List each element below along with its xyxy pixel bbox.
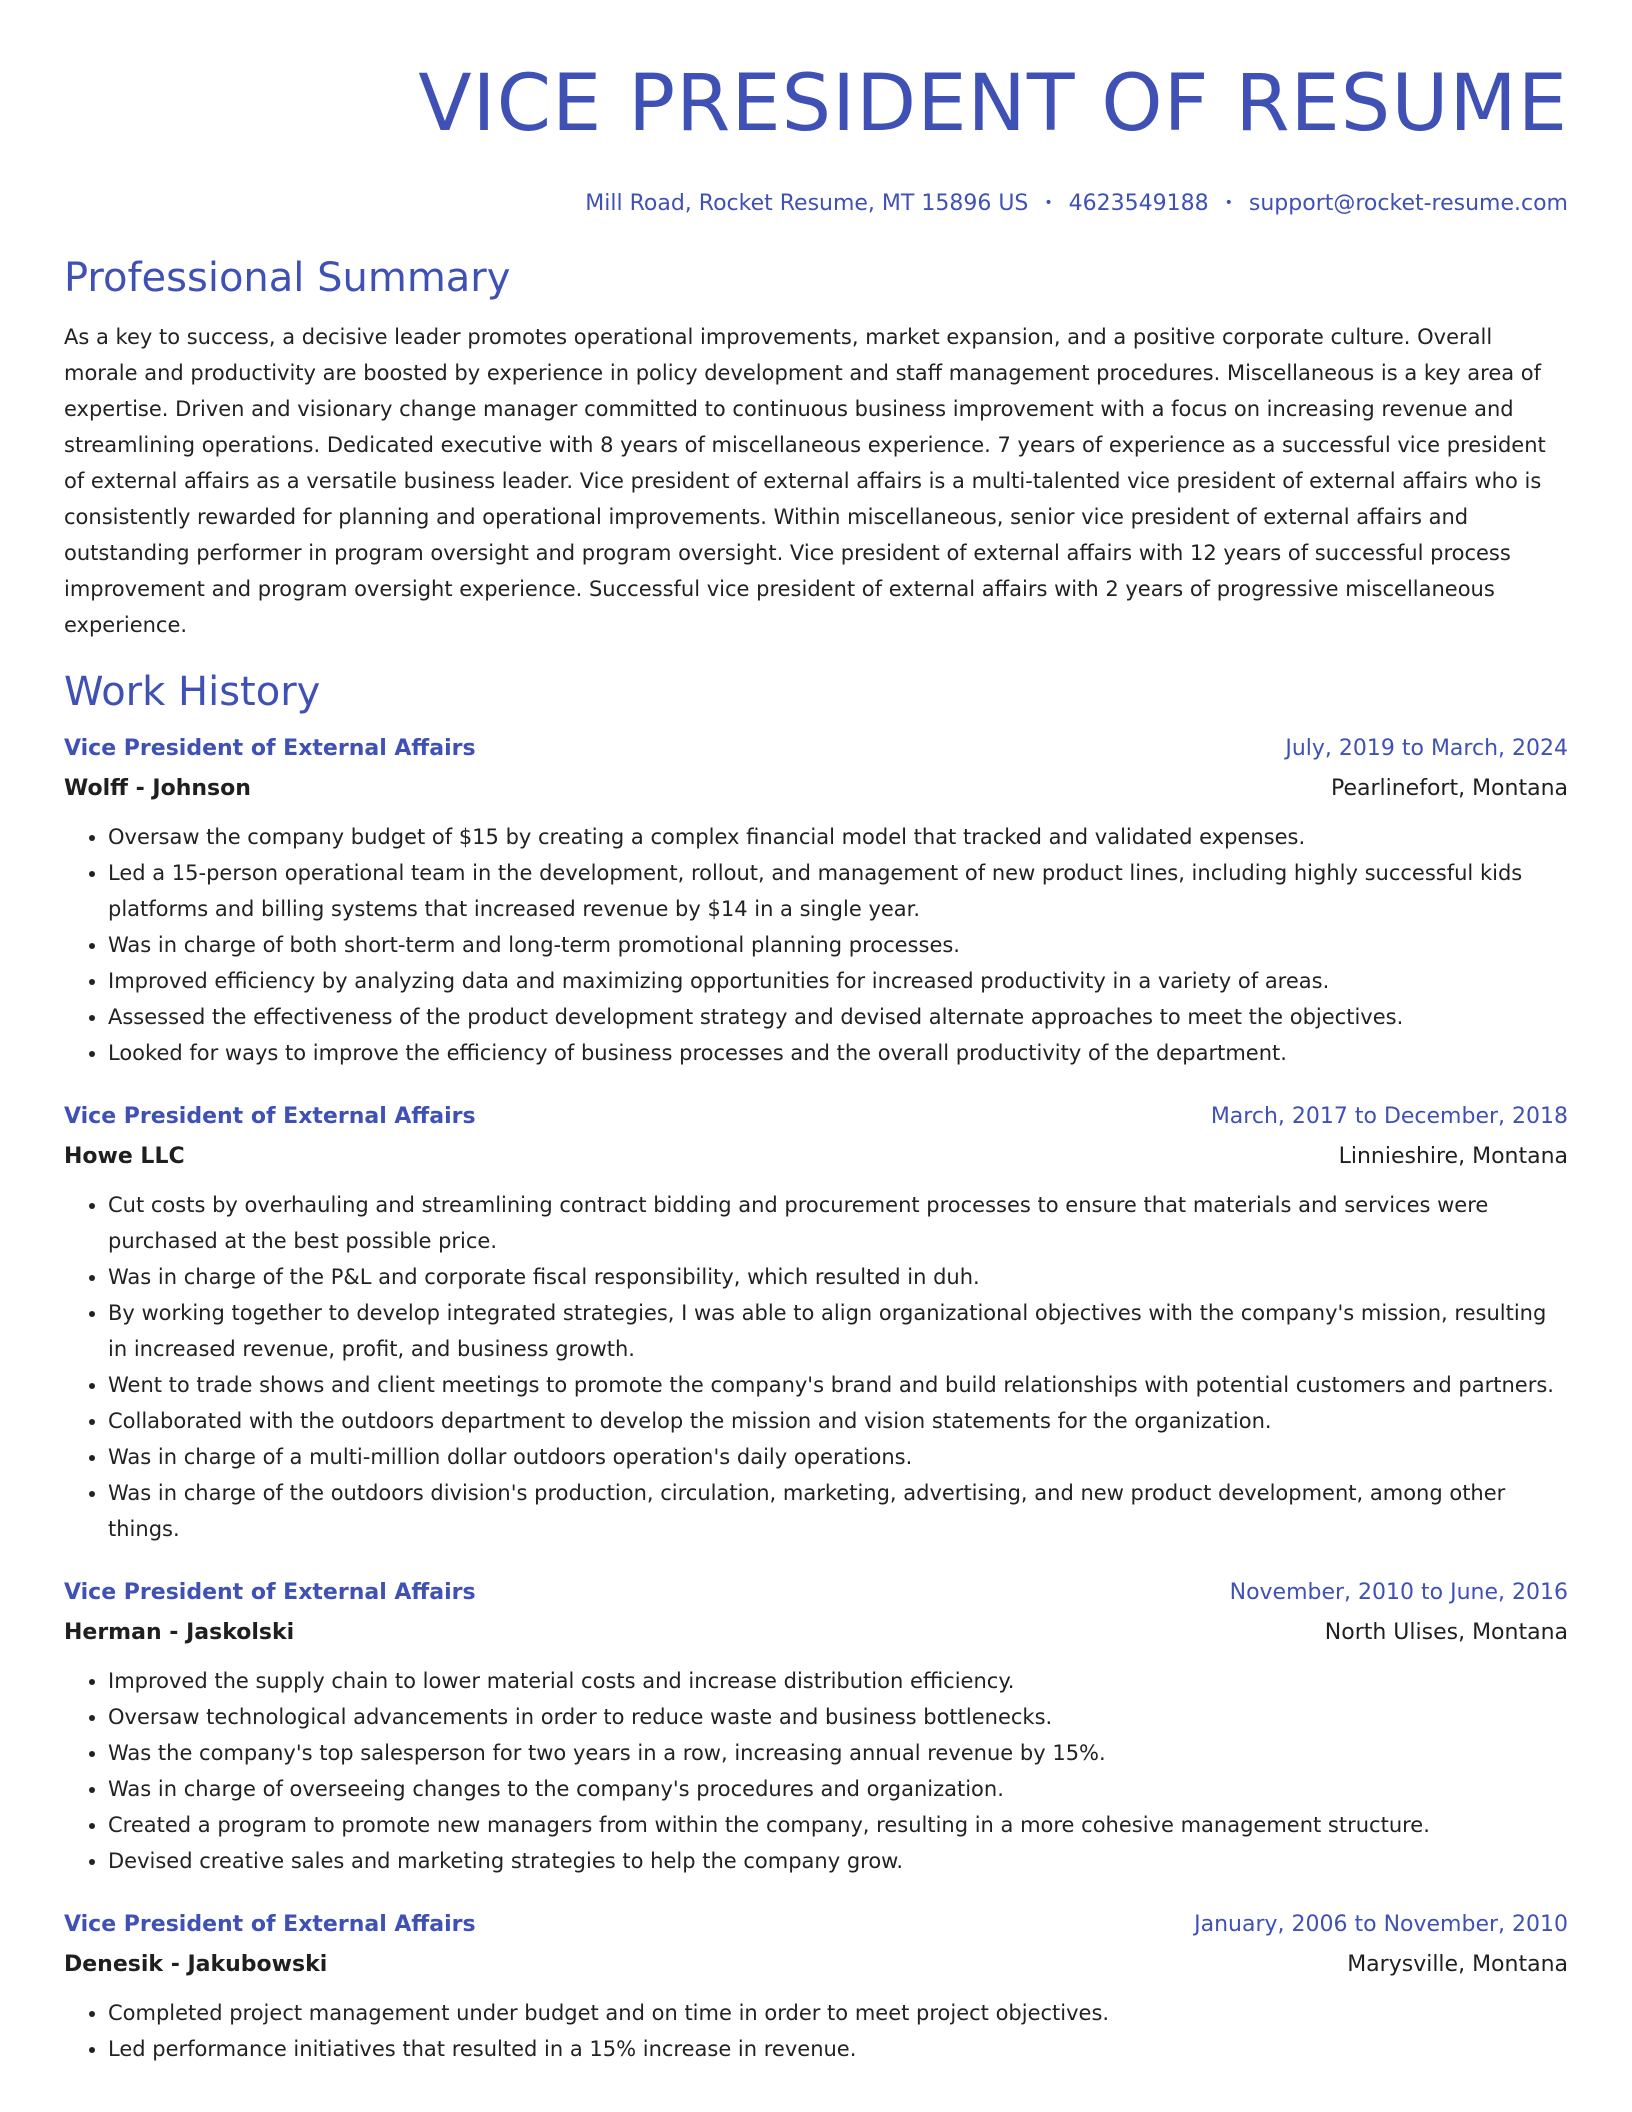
job-entry <box>64 729 1568 1071</box>
job-bullets <box>64 1663 1568 1879</box>
separator-dot: • <box>1224 195 1233 211</box>
job-title: Vice President of External Affairs <box>64 736 476 761</box>
job-entry <box>64 1905 1568 2067</box>
job-bullet: • Oversaw technological advancements in order to reduce waste and business bottlenecks. <box>108 1699 1568 1735</box>
phone: 4623549188 <box>1068 191 1209 216</box>
job-location: Pearlinefort, Montana <box>1330 776 1568 801</box>
resume-name: VICE PRESIDENT OF RESUME <box>418 59 1568 149</box>
job-title: Vice President of External Affairs <box>64 1912 476 1937</box>
job-bullet: • Was the company's top salesperson for two years in a row, increasing annual revenue by 15%. <box>108 1735 1568 1771</box>
job-bullet: • Assessed the effectiveness of the product development strategy and devised alternate approaches to meet the objectives. <box>108 999 1568 1035</box>
job-title: Vice President of External Affairs <box>64 1580 476 1605</box>
job-bullet: • By working together to develop integrated strategies, I was able to align organizational objectives with the company's mission, resulting in increased revenue, profit, and business growth. <box>108 1295 1568 1367</box>
job-bullet: • Was in charge of a multi-million dollar outdoors operation's daily operations. <box>108 1439 1568 1475</box>
summary-text: As a key to success, a decisive leader promotes operational improvements, market expansion, and a positive corporate culture. Overall morale and productivity are boosted by experience in policy development and staff management procedures. Miscellaneous is a key area of expertise. Driven and visionary change manager committed to continuous business improvement with a focus on increasing revenue and streamlining operations. Dedicated executive with 8 years of miscellaneous experience. 7 years of experience as a successful vice president of external affairs as a versatile business leader. Vice president of external affairs is a multi-talented vice president of external affairs who is consistently rewarded for planning and operational improvements. Within miscellaneous, senior vice president of external affairs and outstanding performer in program oversight and program oversight. Vice president of external affairs with 12 years of successful process improvement and program oversight experience. Successful vice president of external affairs with 2 years of progressive miscellaneous experience. <box>64 325 1546 637</box>
job-bullet: • Was in charge of the outdoors division's production, circulation, marketing, advertising, and new product development, among other things. <box>108 1475 1568 1547</box>
resume-page <box>64 0 1568 2067</box>
job-entry <box>64 1573 1568 1879</box>
work-history-list <box>64 729 1568 2067</box>
job-dates: July, 2019 to March, 2024 <box>1285 736 1568 761</box>
job-bullet: • Completed project management under budget and on time in order to meet project objectives. <box>108 1995 1568 2031</box>
job-entry <box>64 1097 1568 1547</box>
job-bullet: • Devised creative sales and marketing strategies to help the company grow. <box>108 1843 1568 1879</box>
job-bullets <box>64 819 1568 1071</box>
job-location: Marysville, Montana <box>1347 1952 1568 1977</box>
job-bullet: • Created a program to promote new managers from within the company, resulting in a more cohesive management structure. <box>108 1807 1568 1843</box>
job-bullet: • Collaborated with the outdoors department to develop the mission and vision statements for the organization. <box>108 1403 1568 1439</box>
company-name: Wolff - Johnson <box>64 776 251 801</box>
company-name: Herman - Jaskolski <box>64 1620 295 1645</box>
company-name: Denesik - Jakubowski <box>64 1952 328 1977</box>
job-dates: January, 2006 to November, 2010 <box>1194 1912 1568 1937</box>
job-title: Vice President of External Affairs <box>64 1104 476 1129</box>
job-bullet: • Led a 15-person operational team in the development, rollout, and management of new product lines, including highly successful kids platforms and billing systems that increased revenue by $14 in a single year. <box>108 855 1568 927</box>
job-dates: March, 2017 to December, 2018 <box>1210 1104 1568 1129</box>
contact-line <box>64 188 1568 219</box>
job-bullet: • Oversaw the company budget of $15 by creating a complex financial model that tracked and validated expenses. <box>108 819 1568 855</box>
work-history-heading: Work History <box>64 669 321 715</box>
summary-heading: Professional Summary <box>64 255 511 301</box>
job-bullet: • Was in charge of overseeing changes to the company's procedures and organization. <box>108 1771 1568 1807</box>
company-name: Howe LLC <box>64 1144 185 1169</box>
job-bullet: • Was in charge of the P&L and corporate fiscal responsibility, which resulted in duh. <box>108 1259 1568 1295</box>
job-bullet: • Was in charge of both short-term and long-term promotional planning processes. <box>108 927 1568 963</box>
job-bullet: • Cut costs by overhauling and streamlining contract bidding and procurement processes to ensure that materials and services were purchased at the best possible price. <box>108 1187 1568 1259</box>
job-location: Linnieshire, Montana <box>1338 1144 1568 1169</box>
job-bullet: • Looked for ways to improve the efficiency of business processes and the overall productivity of the department. <box>108 1035 1568 1071</box>
address: Mill Road, Rocket Resume, MT 15896 US <box>585 191 1029 216</box>
job-bullet: • Improved the supply chain to lower material costs and increase distribution efficiency. <box>108 1663 1568 1699</box>
job-bullet: • Led performance initiatives that resulted in a 15% increase in revenue. <box>108 2031 1568 2067</box>
job-bullets <box>64 1187 1568 1547</box>
job-location: North Ulises, Montana <box>1324 1620 1568 1645</box>
job-bullet: • Improved efficiency by analyzing data and maximizing opportunities for increased productivity in a variety of areas. <box>108 963 1568 999</box>
job-dates: November, 2010 to June, 2016 <box>1229 1580 1568 1605</box>
separator-dot: • <box>1044 195 1053 211</box>
job-bullet: • Went to trade shows and client meetings to promote the company's brand and build relationships with potential customers and partners. <box>108 1367 1568 1403</box>
email-link[interactable]: support@rocket-resume.com <box>1248 191 1568 216</box>
job-bullets <box>64 1995 1568 2067</box>
